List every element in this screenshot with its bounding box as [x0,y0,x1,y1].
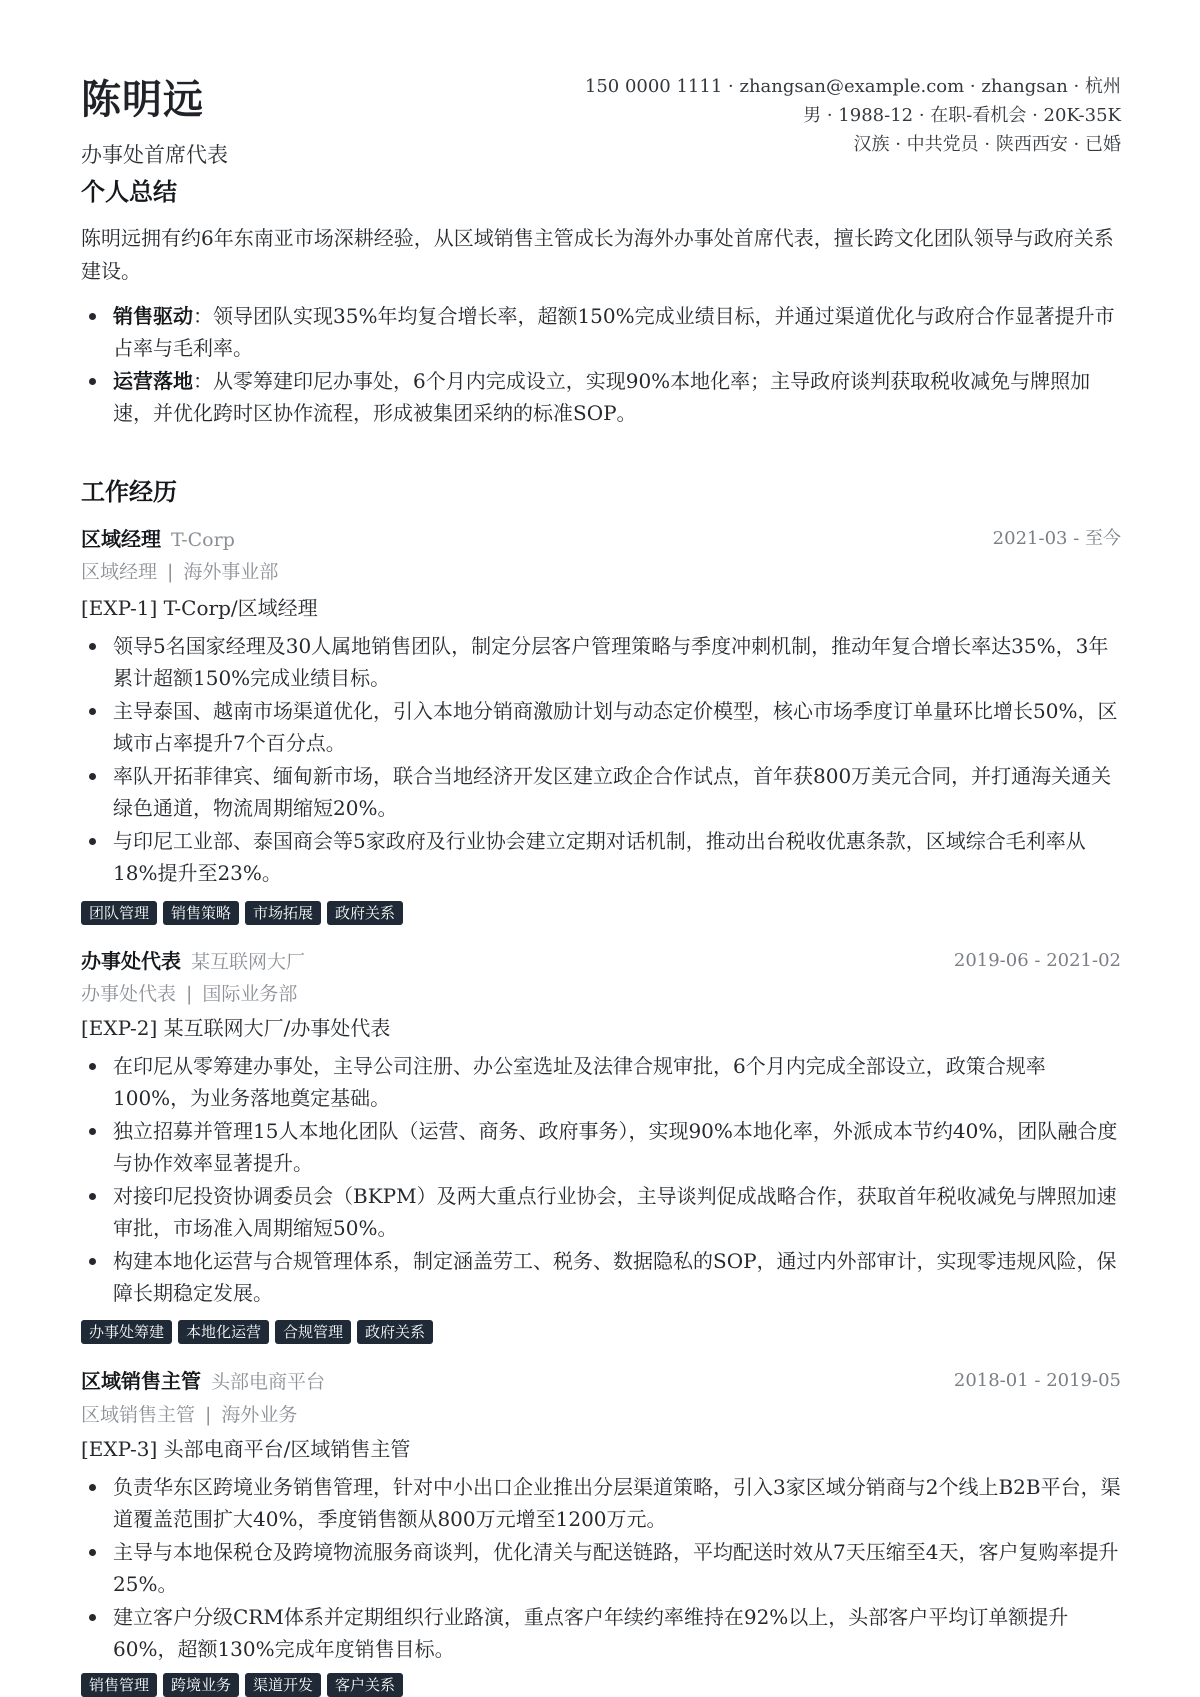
bullet-dot [89,313,96,320]
contact-line: 汉族 · 中共党员 · 陕西西安 · 已婚 [853,134,1121,155]
experience-sub-role: 区域销售主管 [81,1404,196,1426]
skill-tag: 销售管理 [81,1673,157,1697]
bullet-text: 建立客户分级CRM体系并定期组织行业路演，重点客户年续约率维持在92%以上，头部客户平均订单额提升60%，超额130%完成年度销售目标。 [113,1605,1069,1661]
bullet-dot [89,1614,96,1621]
experience-subline [81,1400,297,1430]
summary-point-label: 销售驱动 [113,304,193,328]
experience-company: 头部电商平台 [211,1371,326,1393]
bullet-dot [89,708,96,715]
bullet-dot [89,1193,96,1200]
skill-tag: 政府关系 [327,901,403,925]
contact-info [585,72,1121,159]
skill-tag: 团队管理 [81,901,157,925]
summary-heading: 个人总结 [81,177,177,206]
candidate-name: 陈明远 [81,76,204,123]
bullet-text: 构建本地化运营与合规管理体系，制定涵盖劳工、税务、数据隐私的SOP，通过内外部审计，实现零违规风险，保障长期稳定发展。 [113,1249,1117,1305]
skill-tag: 合规管理 [275,1320,351,1344]
experience-department: 国际业务部 [202,983,298,1005]
skill-tag: 渠道开发 [245,1673,321,1697]
experience-department: 海外事业部 [183,561,279,583]
bullet-text: 对接印尼投资协调委员会（BKPM）及两大重点行业协会，主导谈判促成战略合作，获取首年税收减免与牌照加速审批，市场准入周期缩短50%。 [113,1184,1117,1240]
list-item [81,1245,1121,1309]
contact-line: 150 0000 1111 · zhangsan@example.com · zhangsan · 杭州 [584,76,1121,97]
skill-tag: 客户关系 [327,1673,403,1697]
experience-tagline: [EXP-1] T-Corp/区域经理 [81,596,318,620]
bullet-text: 率队开拓菲律宾、缅甸新市场，联合当地经济开发区建立政企合作试点，首年获800万美元合同，并打通海关通关绿色通道，物流周期缩短20%。 [113,764,1112,820]
experience-tagline: [EXP-3] 头部电商平台/区域销售主管 [81,1437,411,1461]
bullet-text: 负责华东区跨境业务销售管理，针对中小出口企业推出分层渠道策略，引入3家区域分销商与2个线上B2B平台，渠道覆盖范围扩大40%，季度销售额从800万元增至1200万元。 [113,1475,1121,1531]
list-item [81,630,1121,694]
experience-role: 区域销售主管 [81,1369,201,1393]
separator: | [186,983,193,1005]
summary-point-label: 运营落地 [113,369,193,393]
experience-subline [81,557,278,587]
experience-role: 区域经理 [81,527,161,551]
experience-tagline: [EXP-2] 某互联网大厂/办事处代表 [81,1016,391,1040]
work-heading: 工作经历 [81,477,177,506]
list-item [81,825,1121,889]
skill-tag: 跨境业务 [163,1673,239,1697]
bullet-dot [89,1549,96,1556]
experience-bullets [81,1050,1121,1310]
list-item [81,1180,1121,1244]
experience-header [81,946,1121,976]
skill-tags [81,1320,433,1344]
summary-point-text: ：领导团队实现35%年均复合增长率，超额150%完成业绩目标，并通过渠道优化与政府合作显著提升市占率与毛利率。 [113,304,1115,360]
experience-department: 海外业务 [221,1404,298,1426]
list-item [81,300,1121,364]
list-item [81,1471,1121,1535]
experience-bullets [81,1471,1121,1666]
experience-header [81,524,1121,554]
skill-tag: 销售策略 [163,901,239,925]
bullet-dot [89,773,96,780]
separator: | [205,1404,212,1426]
skill-tag: 办事处筹建 [81,1320,172,1344]
experience-date: 2019-06 - 2021-02 [953,950,1121,971]
bullet-dot [89,1484,96,1491]
experience-date: 2018-01 - 2019-05 [953,1370,1121,1391]
summary-points [81,300,1121,430]
summary-text: 陈明远拥有约6年东南亚市场深耕经验，从区域销售主管成长为海外办事处首席代表，擅长跨文化团队领导与政府关系建设。 [81,226,1114,283]
bullet-text: 主导与本地保税仓及跨境物流服务商谈判，优化清关与配送链路，平均配送时效从7天压缩至4天，客户复购率提升25%。 [113,1540,1119,1596]
bullet-text: 与印尼工业部、泰国商会等5家政府及行业协会建立定期对话机制，推动出台税收优惠条款，区域综合毛利率从18%提升至23%。 [113,829,1086,885]
experience-company: 某互联网大厂 [191,951,306,973]
experience-header [81,1366,1121,1396]
experience-sub-role: 区域经理 [81,561,158,583]
candidate-title: 办事处首席代表 [81,143,228,167]
skill-tag: 政府关系 [357,1320,433,1344]
experience-bullets [81,630,1121,890]
list-item [81,1601,1121,1665]
skill-tag: 市场拓展 [245,901,321,925]
skill-tag: 本地化运营 [178,1320,269,1344]
resume-header [81,72,1121,172]
separator: | [167,561,174,583]
bullet-dot [89,1128,96,1135]
list-item [81,695,1121,759]
bullet-dot [89,378,96,385]
bullet-dot [89,838,96,845]
experience-sub-role: 办事处代表 [81,983,177,1005]
list-item [81,1115,1121,1179]
list-item [81,760,1121,824]
list-item [81,365,1121,429]
experience-subline [81,979,297,1009]
contact-line: 男 · 1988-12 · 在职-看机会 · 20K-35K [803,105,1121,126]
bullet-dot [89,1063,96,1070]
list-item [81,1050,1121,1114]
list-item [81,1536,1121,1600]
bullet-dot [89,1258,96,1265]
experience-role: 办事处代表 [81,949,181,973]
summary-point-text: ：从零筹建印尼办事处，6个月内完成设立，实现90%本地化率；主导政府谈判获取税收减免与牌照加速，并优化跨时区协作流程，形成被集团采纳的标准SOP。 [113,369,1091,425]
bullet-text: 独立招募并管理15人本地化团队（运营、商务、政府事务），实现90%本地化率，外派成本节约40%，团队融合度与协作效率显著提升。 [113,1119,1118,1175]
bullet-text: 领导5名国家经理及30人属地销售团队，制定分层客户管理策略与季度冲刺机制，推动年复合增长率达35%，3年累计超额150%完成业绩目标。 [113,634,1109,690]
experience-company: T-Corp [171,529,235,551]
skill-tags [81,901,403,925]
experience-date: 2021-03 - 至今 [992,528,1121,549]
skill-tags [81,1673,403,1697]
bullet-text: 在印尼从零筹建办事处，主导公司注册、办公室选址及法律合规审批，6个月内完成全部设立，政策合规率100%，为业务落地奠定基础。 [113,1054,1046,1110]
bullet-text: 主导泰国、越南市场渠道优化，引入本地分销商激励计划与动态定价模型，核心市场季度订单量环比增长50%，区域市占率提升7个百分点。 [113,699,1118,755]
bullet-dot [89,643,96,650]
